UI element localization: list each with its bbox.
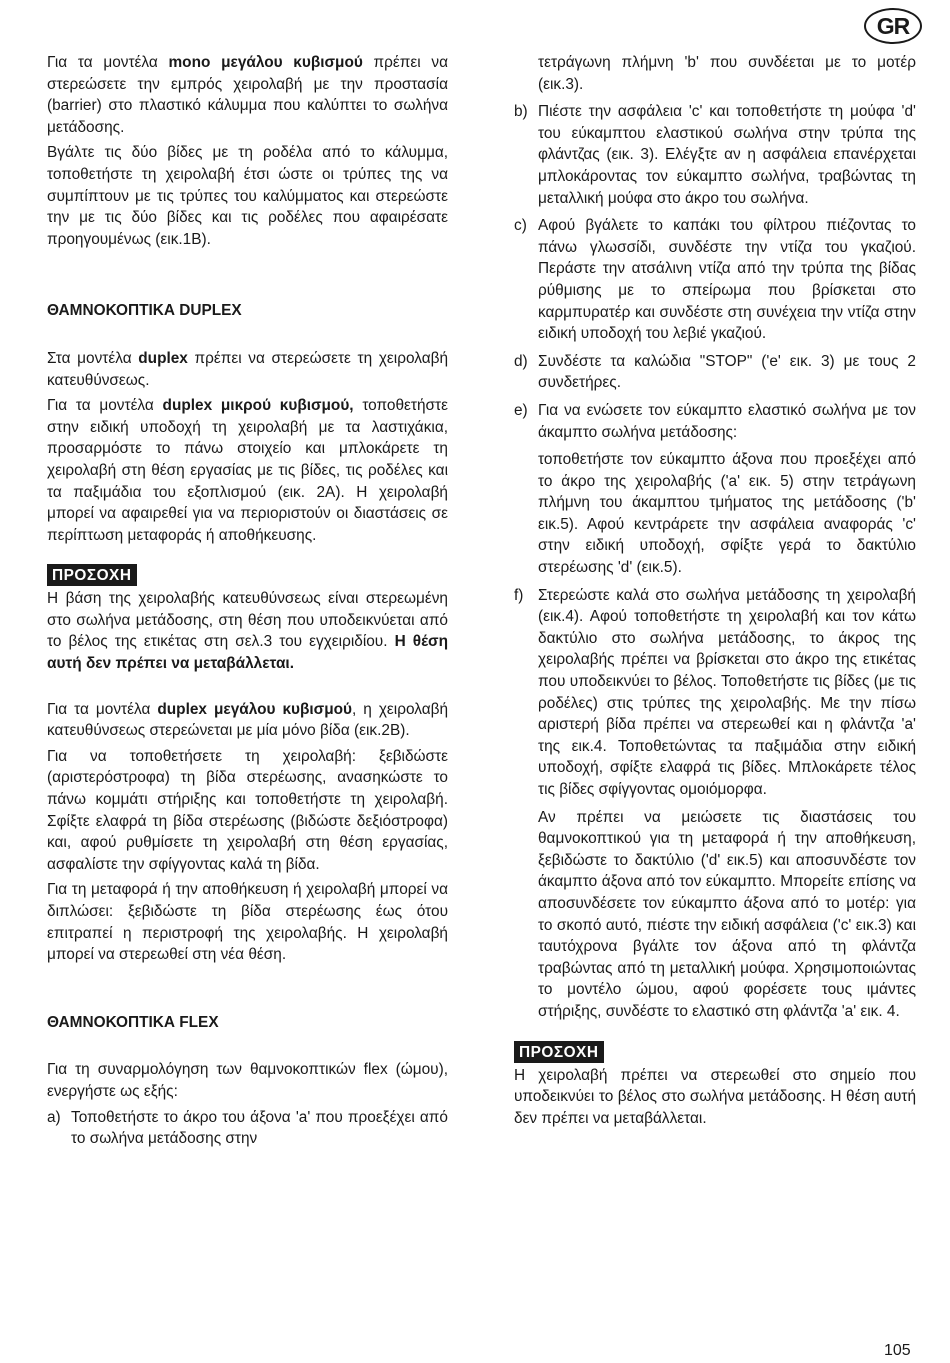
paragraph-duplex-large: Για τα μοντέλα duplex μεγάλου κυβισμού, η χειρολαβή κατευθύνσεως στερεώνεται με μία μόνο βίδα (εικ.2B). — [47, 700, 448, 740]
list-item-c: c) Αφού βγάλετε το καπάκι του φίλτρου πιέζοντας το πάνω γλωσσίδι, συνδέστε την ντίζα του γκαζιού. Περάστε την ατσάλινη ντίζα από την τρύπα της βίδας ρύθμισης με το σπείρωμα που βρίσκεται στο καρμπυρατέρ και συνδέστε στη συνέχεια την ντίζα στην ειδική υποδοχή του λεβιέ γκαζιού. — [514, 217, 916, 343]
paragraph-handle-mounting: Για να τοποθετήσετε τη χειρολαβή: ξεβιδώστε (αριστερόστροφα) τη βίδα στερέωσης, ανασηκώστε το πάνω κομμάτι στήριξης και τοποθετήστε τη χειρολαβή. Σφίξτε ελαφρά τη βίδα στερέωσης (βιδώστε δεξιόστροφα) και, αφού ρυθμίσετε τη χειρολαβή στη θέση εργασίας, ασφαλίστε την σφίγγοντας καλά τη βίδα. — [47, 747, 448, 873]
paragraph-warning-duplex: Η βάση της χειρολαβής κατευθύνσεως είναι στερεωμένη στο σωλήνα μετάδοσης, στη θέση που υποδεικνύεται από το βέλος της ετικέτας στη σελ.3 του εγχειριδίου. Η θέση αυτή δεν πρέπει να μεταβάλλεται. — [47, 590, 448, 673]
paragraph-handle-folding: Για τη μεταφορά ή την αποθήκευση ή χειρολαβή μπορεί να διπλώσει: ξεβιδώστε τη βίδα στερέωσης έως ότου επιτραπεί η περιστροφή της χειρολαβής. Η χειρολαβή μπορεί να στερεωθεί στη νέα θέση. — [47, 881, 448, 964]
warning-label-right: ΠΡΟΣΟΧΗ — [514, 1041, 604, 1063]
right-column — [514, 52, 916, 1133]
left-column — [47, 52, 448, 1156]
list-item-e: e) Για να ενώσετε τον εύκαμπτο ελαστικό σωλήνα με τον άκαμπτο σωλήνα μετάδοσης: — [514, 401, 916, 441]
warning-label: ΠΡΟΣΟΧΗ — [47, 564, 137, 586]
paragraph-warning-flex: Η χειρολαβή πρέπει να στερεωθεί στο σημείο που υποδεικνύει το βέλος στο σωλήνα μετάδοσης. Η θέση αυτή δεν πρέπει να μεταβάλλεται. — [514, 1066, 916, 1127]
paragraph-flex-intro: Για τη συναρμολόγηση των θαμνοκοπτικών flex (ώμου), ενεργήστε ως εξής: — [47, 1061, 448, 1100]
paragraph-duplex-intro: Στα μοντέλα duplex πρέπει να στερεώσετε τη χειρολαβή κατευθύνσεως. — [47, 349, 448, 389]
language-badge: GR — [864, 8, 922, 44]
heading-duplex: ΘΑΜΝΟΚΟΠΤΙΚΑ DUPLEX — [47, 302, 242, 320]
list-item-a: a) Τοποθετήστε το άκρο του άξονα 'a' που προεξέχει από το σωλήνα μετάδοσης στην — [47, 1108, 448, 1148]
list-item-d: d) Συνδέστε τα καλώδια "STOP" ('e' εικ. 3) με τους 2 συνδετήρες. — [514, 352, 916, 392]
list-item-e-continued: τοποθετήστε τον εύκαμπτο άξονα που προεξέχει από το άκρο της χειρολαβής ('a' εικ. 5) στην τετράγωνη πλήμνη του άκαμπτου τμήματος της μετάδοσης ('b' εικ.5). Αφού κεντράρετε την ασφάλεια αναφοράς 'c' στην ειδική υποδοχή, σφίξτε γερά το δακτύλιο στερέωσης 'd' (εικ.5). — [538, 451, 916, 577]
page-number: 105 — [884, 1342, 911, 1359]
paragraph-duplex-small: Για τα μοντέλα duplex μικρού κυβισμού, τοποθετήστε στην ειδική υποδοχή τη χειρολαβή με τα λαστιχάκια, προσαρμόστε το πάνω στοιχείο και μπλοκάρετε τη χειρολαβή στη θέση εργασίας με τις βίδες, τις ροδέλες και τα παξιμάδια του εξοπλισμού (εικ. 2A). Η χειρολαβή μπορεί να αφαιρεθεί για να περιοριστούν οι διαστάσεις σε περίπτωση μεταφοράς ή αποθήκευσης. — [47, 397, 448, 544]
heading-flex: ΘΑΜΝΟΚΟΠΤΙΚΑ FLEX — [47, 1013, 219, 1031]
list-item-f: f) Στερεώστε καλά στο σωλήνα μετάδοσης τη χειρολαβή (εικ.4). Αφού τοποθετήστε τη χειρολαβή και τον κάτω δακτύλιο στο σωλήνα μετάδοσης, το άκρος της χειρολαβής πρέπει να βρίσκεται στο άκρο της ετικέτας που υποδεικνύει το βέλος. Τοποθετήστε τις βίδες (με τις ροδέλες) στις τρύπες της χειρολαβής. Με την πίσω αριστερή βίδα πρέπει να στερεωθεί και η φλάντζα 'a' της εικ.4. Τοποθετώντας τα παξιμάδια στην ειδική υποδοχή, σφίξτε ελαφρά τις βίδες. Μπλοκάρετε τέλος τις βίδες σφίγγοντας ομοιόμορφα. — [514, 586, 916, 798]
list-item-b: b) Πιέστε την ασφάλεια 'c' και τοποθετήστε τη μούφα 'd' του εύκαμπτου ελαστικού σωλήνα στην τρύπα της φλάντζας (εικ. 3). Ελέγξτε αν η ασφάλεια επανέρχεται μπλοκάροντας τον εύκαμπτο σωλήνα, τραβώντας τη μεταλλική μούφα στο άκρο του σωλήνα. — [514, 103, 916, 207]
list-item-f-continued: Αν πρέπει να μειώσετε τις διαστάσεις του θαμνοκοπτικού για τη μεταφορά ή την αποθήκευση, ξεβιδώστε το δακτύλιο ('d' εικ.5) και αποσυνδέστε τον άκαμπτο άξονα από τον εύκαμπτο. Μπορείτε επίσης να αποσυνδέσετε τον εύκαμπτο άξονα από το μοτέρ: για το σκοπό αυτό, πιέστε την ειδική ασφάλεια ('c' εικ.3) και ταυτόχρονα βγάλτε τον άξονα από τη φλάντζα τραβώντας από τη μεταλλική μούφα. Χρησιμοποιώντας το μοντέλο ώμου, αφού φορέσετε τους ιμάντες στήριξης, συνδέστε το ελαστικό στη φλάντζα 'a' εικ. 4. — [538, 808, 916, 1020]
paragraph-mono-install: Βγάλτε τις δύο βίδες με τη ροδέλα από το κάλυμμα, τοποθετήστε τη χειρολαβή έτσι ώστε οι τρύπες της να συμπίπτουν με τις τρύπες του καλύμματος και στερεώστε την με τις δύο βίδες και τις ροδέλες που αφαιρέσατε προηγουμένως (εικ.1B). — [47, 144, 448, 248]
list-item-a-continued: τετράγωνη πλήμνη 'b' που συνδέεται με το μοτέρ (εικ.3). — [538, 54, 916, 93]
paragraph-mono: Για τα μοντέλα mono μεγάλου κυβισμού πρέπει να στερεώσετε την εμπρός χειρολαβή με την προστασία (barrier) στο πλαστικό κάλυμμα που καλύπτει το σωλήνα μετάδοσης. — [47, 54, 448, 136]
